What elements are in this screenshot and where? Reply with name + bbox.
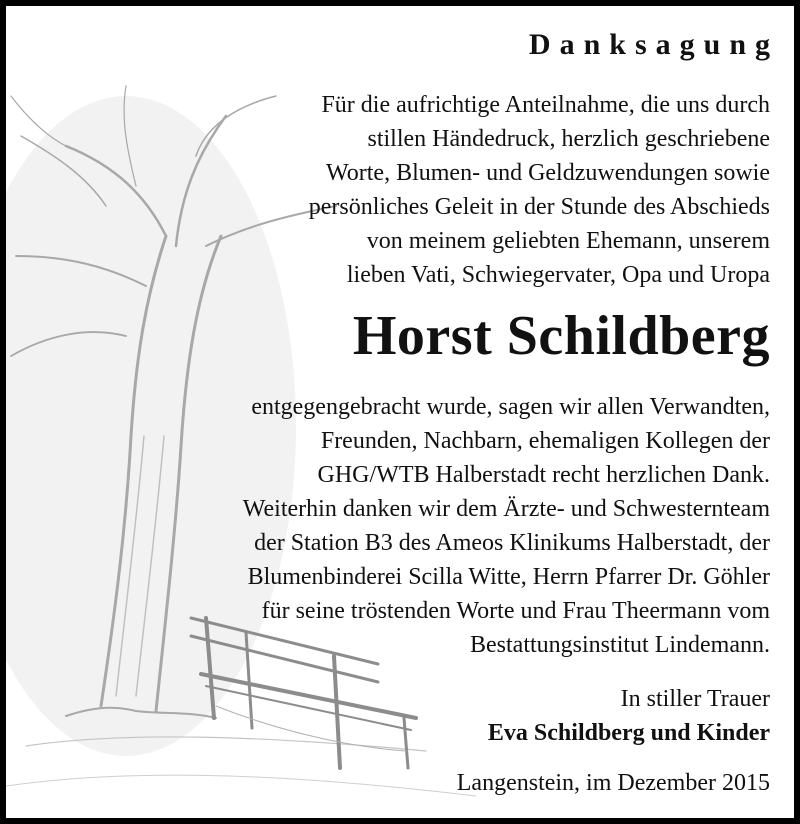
- body-line: Blumenbinderei Scilla Witte, Herrn Pfarrer Dr. Göhler: [247, 564, 770, 590]
- body-paragraph: [243, 390, 770, 662]
- body-line: der Station B3 des Ameos Klinikums Halberstadt, der: [254, 530, 770, 556]
- mourning-line: In stiller Trauer: [620, 686, 770, 712]
- deceased-name: Horst Schildberg: [352, 305, 770, 367]
- obituary-card: [6, 6, 794, 818]
- intro-line: Für die aufrichtige Anteilnahme, die uns durch: [321, 92, 770, 118]
- body-line: GHG/WTB Halberstadt recht herzlichen Dank.: [317, 462, 770, 488]
- body-line: Bestattungsinstitut Lindemann.: [470, 632, 770, 658]
- intro-line: von meinem geliebten Ehemann, unserem: [366, 228, 770, 254]
- body-line: Freunden, Nachbarn, ehemaligen Kollegen der: [320, 428, 770, 454]
- intro-line: stillen Händedruck, herzlich geschriebene: [367, 126, 770, 152]
- body-line: entgegengebracht wurde, sagen wir allen Verwandten,: [251, 394, 770, 420]
- place-date: Langenstein, im Dezember 2015: [456, 770, 770, 796]
- notice-heading: Danksagung: [528, 28, 779, 61]
- body-line: für seine tröstenden Worte und Frau Theermann vom: [261, 598, 770, 624]
- notice-text: [6, 6, 794, 818]
- body-line: Weiterhin danken wir dem Ärzte- und Schwesternteam: [242, 496, 770, 522]
- intro-paragraph: [309, 88, 770, 292]
- intro-line: persönliches Geleit in der Stunde des Abschieds: [308, 194, 770, 220]
- intro-line: Worte, Blumen- und Geldzuwendungen sowie: [326, 160, 770, 186]
- intro-line: lieben Vati, Schwiegervater, Opa und Uropa: [346, 262, 770, 288]
- signature: Eva Schildberg und Kinder: [487, 720, 770, 746]
